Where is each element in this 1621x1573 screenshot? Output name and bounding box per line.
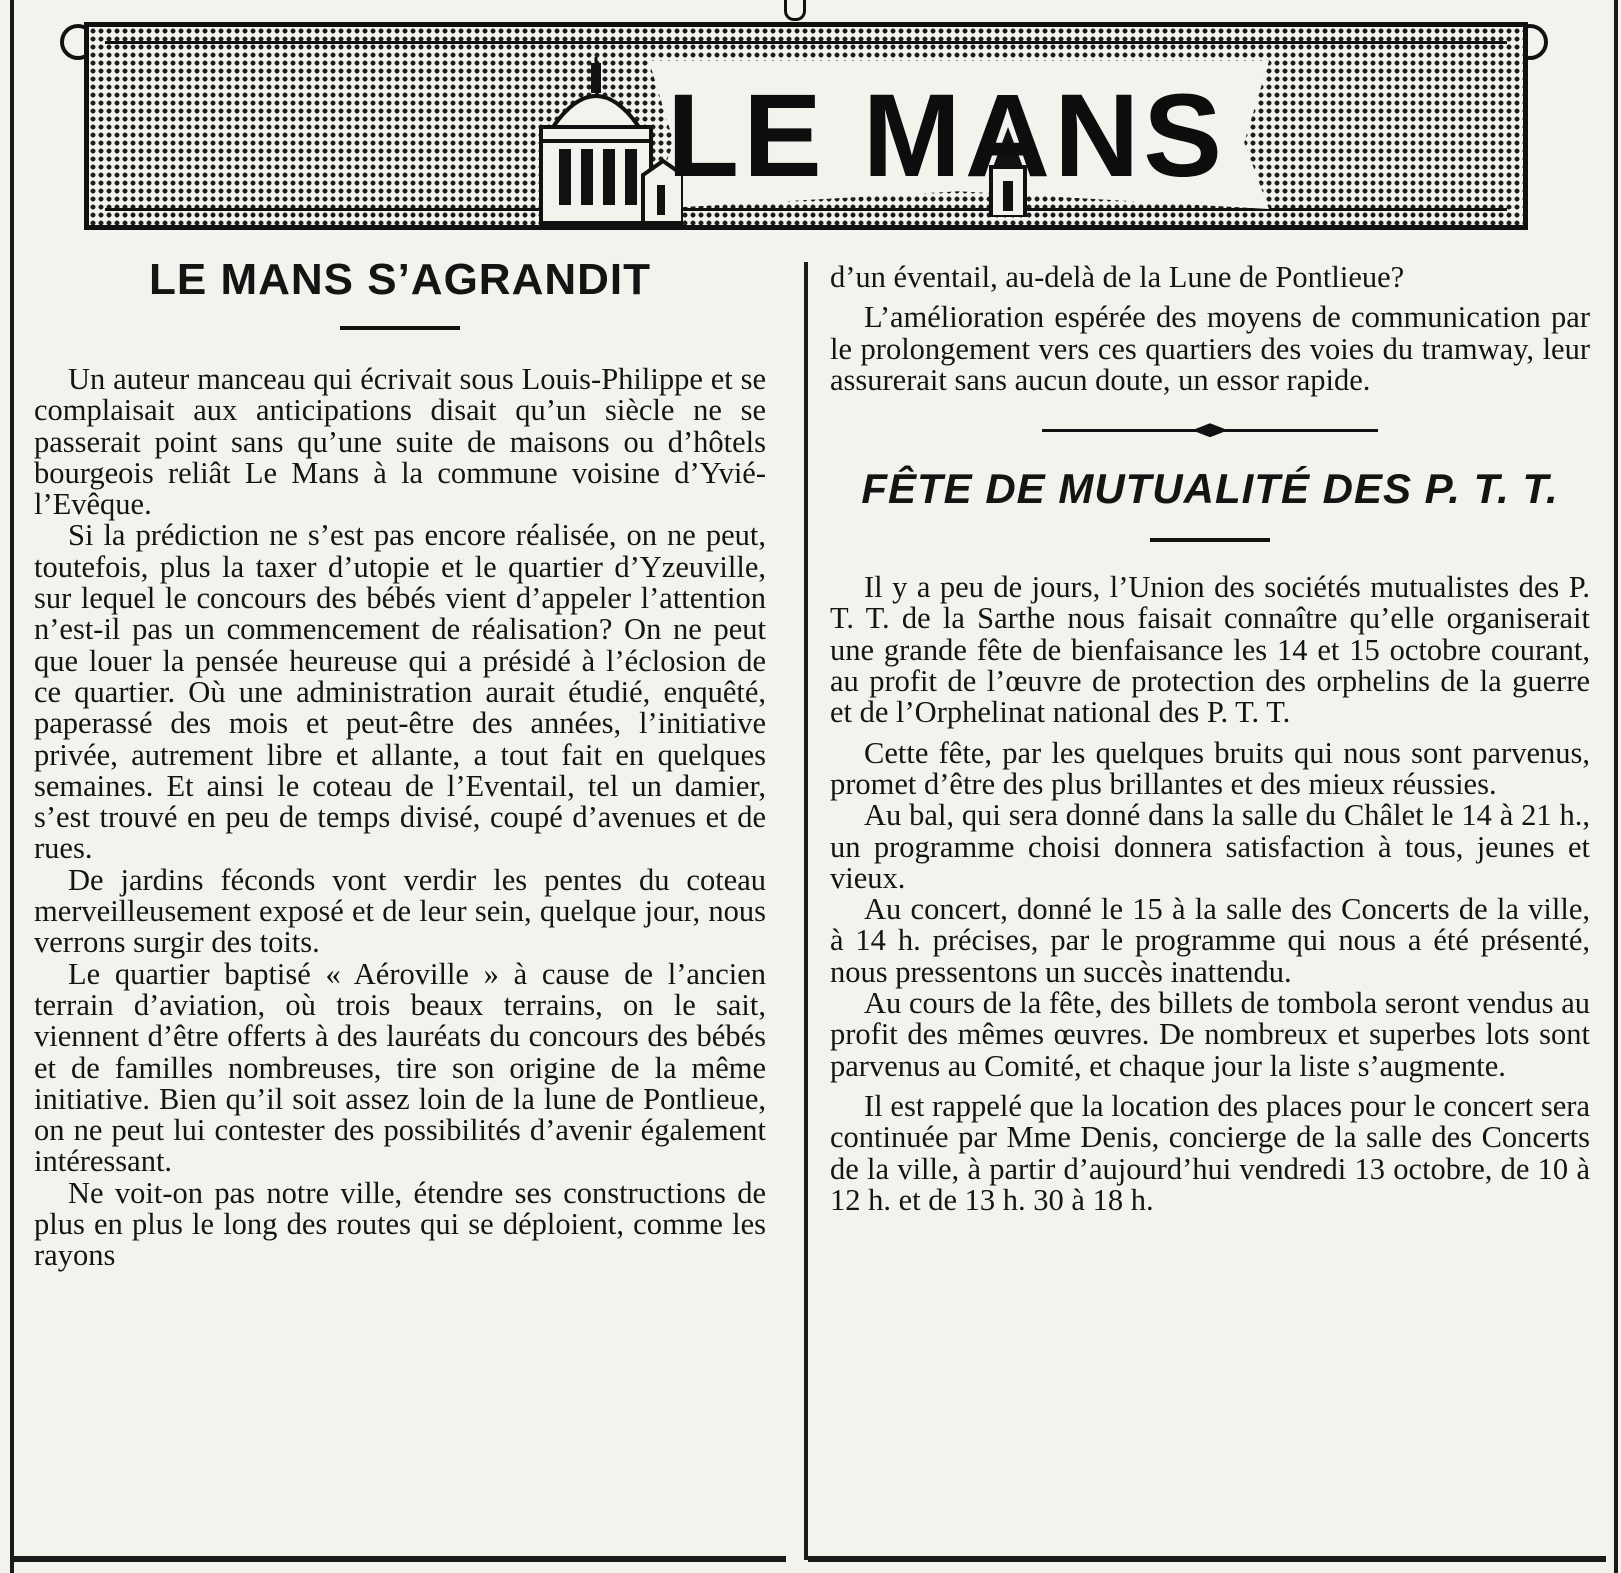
column-divider bbox=[804, 262, 808, 1560]
article-right-paragraph: Au bal, qui sera donné dans la salle du Châlet le 14 à 21 h., un programme choisi donnera satisfaction à tous, jeunes et vieux. bbox=[830, 798, 1590, 895]
bottom-rule-left bbox=[14, 1556, 786, 1562]
article-right-paragraph: Au cours de la fête, des billets de tombola seront vendus au profit des mêmes œuvres. De nombreux et superbes lots sont parvenus au Comité, et chaque jour la liste s’augmente. bbox=[830, 986, 1590, 1083]
article-right-column bbox=[830, 262, 1590, 1216]
article-right-paragraph: Il y a peu de jours, l’Union des sociétés mutualistes des P. T. T. de la Sarthe nous faisait connaître qu’elle organiserait une grande fête de bienfaisance les 14 et 15 octobre courant, au profit de l’œuvre de protection des orphelins de la guerre et de l’Orphelinat national des P. T. T. bbox=[830, 570, 1590, 730]
article-continuation: d’un éventail, au-delà de la Lune de Pontlieue? bbox=[830, 260, 1405, 294]
article-right-paragraph: Cette fête, par les quelques bruits qui nous sont parvenus, promet d’être des plus brillantes et des mieux réussies. bbox=[830, 735, 1590, 801]
headline-rule bbox=[340, 326, 460, 330]
article-left-column bbox=[34, 252, 766, 1272]
article-left-paragraph: Le quartier baptisé « Aéroville » à cause de l’ancien terrain d’aviation, où trois beaux terrains, on le sait, viennent d’être offerts à des lauréats du concours des bébés et de familles nombreuses, tire son origine de la même initiative. Bien qu’il soit assez loin de la lune de Pontlieue, on ne peut lui contester des possibilités d’avenir également intéressant. bbox=[34, 956, 766, 1179]
article-left-paragraph: Ne voit-on pas notre ville, étendre ses constructions de plus en plus le long des routes qui se déploient, comme les rayons bbox=[34, 1175, 766, 1273]
masthead-banner bbox=[84, 22, 1528, 230]
article-right-paragraph: Il est rappelé que la location des places pour le concert sera continuée par Mme Denis, concierge de la salle des Concerts de la ville, à partir d’aujourd’hui vendredi 13 octobre, de 10 à 12 h. et de 13 h. 30 à 18 h. bbox=[830, 1088, 1590, 1217]
cathedral-illustration bbox=[533, 57, 683, 227]
article-left-headline: LE MANS S’AGRANDIT bbox=[149, 255, 651, 304]
article-right-headline: FÊTE DE MUTUALITÉ DES P. T. T. bbox=[861, 465, 1559, 513]
article-continuation-paragraph: L’amélioration espérée des moyens de communication par le prolongement vers ces quartiers des voies du tramway, leur assurerait sans aucun doute, un essor rapide. bbox=[830, 300, 1590, 397]
page-frame-left bbox=[10, 0, 14, 1573]
ornament-diamond-icon bbox=[1192, 423, 1228, 437]
ornament-divider bbox=[1042, 422, 1378, 438]
page-frame-right bbox=[1614, 0, 1618, 1573]
article-left-paragraph: Un auteur manceau qui écrivait sous Louis-Philippe et se complaisait aux anticipations disait qu’un siècle ne se passerait point sans qu’une suite de maisons ou d’hôtels bourgeois reliât Le Mans à la commune voisine d’Yvié-l’Evêque. bbox=[34, 362, 766, 522]
banner-ring-ornament bbox=[784, 0, 806, 21]
article-right-paragraph: Au concert, donné le 15 à la salle des Concerts de la ville, à 14 h. précises, par le programme qui nous a été présenté, nous pressentons un succès inattendu. bbox=[830, 892, 1590, 989]
headline-rule bbox=[1150, 538, 1270, 542]
bottom-rule-right bbox=[808, 1556, 1606, 1562]
masthead-title: LE MANS bbox=[667, 70, 1226, 202]
article-left-paragraph: De jardins féconds vont verdir les pentes du coteau merveilleusement exposé et de leur sein, quelque jour, nous verrons surgir des toits. bbox=[34, 862, 766, 960]
article-left-paragraph: Si la prédiction ne s’est pas encore réalisée, on ne peut, toutefois, plus la taxer d’utopie et le quartier d’Yzeuville, sur lequel le concours des bébés vient d’appeler l’attention n’est-il pas un commencement de réalisation? On ne peut que louer la pensée heureuse qui a présidé à l’éclosion de ce quartier. Où une administration aurait étudié, enquêté, paperassé des mois et peut-être des années, l’initiative privée, autrement libre et allante, a tout fait en quelques semaines. Et ainsi le coteau de l’Eventail, tel un damier, s’est trouvé en peu de temps divisé, coupé d’avenues et de rues. bbox=[34, 518, 766, 866]
